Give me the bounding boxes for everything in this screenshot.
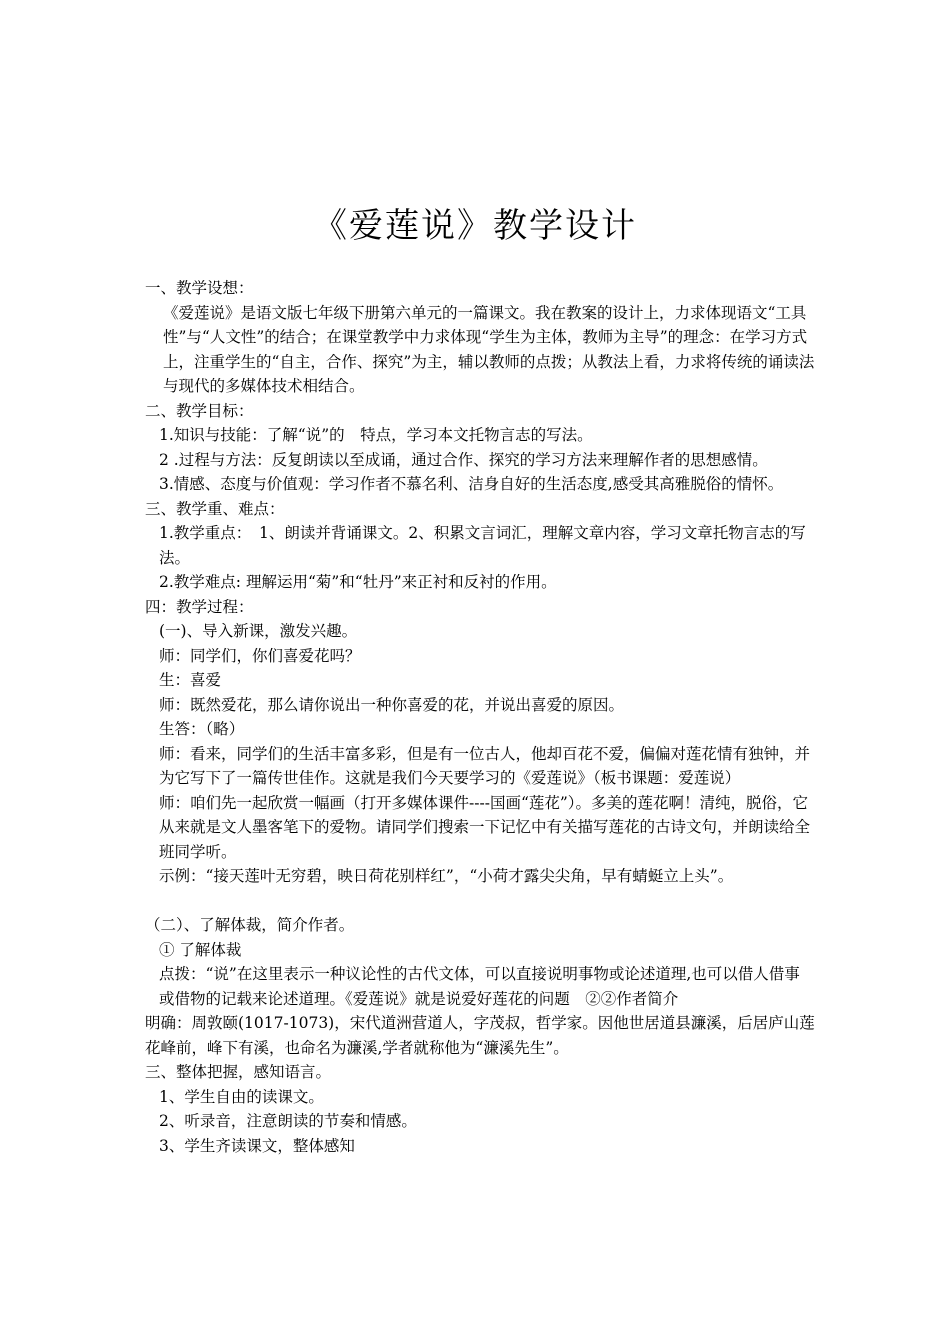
- subsection-heading: (一)、导入新课，激发兴趣。: [159, 622, 358, 640]
- list-item: 2、听录音，注意朗读的节奏和情感。: [159, 1112, 417, 1130]
- section-heading: 二、教学目标：: [145, 401, 254, 420]
- dialogue-line: 师：咱们先一起欣赏一幅画（打开多媒体课件----国画“莲花”）。多美的莲花啊！清纯，脱俗，它从来就是文人墨客笔下的爱物。请同学们搜索一下记忆中有关描写莲花的古诗文句，并朗读给全班同学听。: [159, 793, 811, 861]
- list-item: 1.教学重点： 1、朗读并背诵课文。2、积累文言词汇，理解文章内容，学习文章托物言志的写法。: [159, 524, 806, 567]
- dialogue-line: 生：喜爱: [159, 671, 222, 689]
- section-heading: 三、整体把握，感知语言。: [145, 1063, 332, 1081]
- paragraph: 《爱莲说》是语文版七年级下册第六单元的一篇课文。我在教案的设计上，力求体现语文“工具性”与“人文性”的结合；在课堂教学中力求体现“学生为主体，教师为主导”的理念：在学习方式上，注重学生的“自主，合作、探究”为主，辅以教师的点拨；从教法上看，力求将传统的诵读法与现代的多媒体技术相结合。: [163, 303, 815, 395]
- list-item: 3.情感、态度与价值观：学习作者不慕名利、洁身自好的生活态度,感受其高雅脱俗的情怀。: [159, 475, 784, 493]
- subsection-heading: （二）、了解体裁，简介作者。: [145, 916, 355, 934]
- list-item: 1、学生自由的读课文。: [159, 1087, 324, 1106]
- document-title: 《爱莲说》教学设计: [313, 206, 637, 246]
- list-item: 2 .过程与方法：反复朗读以至成诵，通过合作、探究的学习方法来理解作者的思想感情。: [159, 450, 768, 469]
- document-body: [145, 276, 815, 1158]
- example-line: 示例：“接天莲叶无穷碧，映日荷花别样红”，“小荷才露尖尖角，早有蜻蜓立上头”。: [159, 867, 734, 885]
- list-item: 3、学生齐读课文，整体感知: [159, 1136, 355, 1155]
- paragraph: 明确：周敦颐(1017-1073)，宋代道洲营道人，字茂叔，哲学家。因他世居道县濂溪，后居庐山莲花峰前，峰下有溪，也命名为濂溪,学者就称他为“濂溪先生”。: [145, 1014, 815, 1057]
- list-item: 1.知识与技能：了解“说”的 特点，学习本文托物言志的写法。: [159, 426, 593, 444]
- section-heading: 一、教学设想：: [145, 279, 254, 297]
- dialogue-line: 师：既然爱花，那么请你说出一种你喜爱的花，并说出喜爱的原因。: [159, 695, 625, 714]
- dialogue-line: 生答：（略）: [159, 720, 245, 738]
- dialogue-line: 师：同学们，你们喜爱花吗？: [159, 646, 361, 665]
- list-item: ① 了解体裁: [159, 940, 242, 959]
- dialogue-line: 师：看来，同学们的生活丰富多彩，但是有一位古人，他却百花不爱，偏偏对莲花情有独钟，并为它写下了一篇传世佳作。这就是我们今天要学习的《爱莲说》（板书课题：爱莲说）: [159, 744, 811, 787]
- list-item: 2.教学难点: 理解运用“菊”和“牡丹”来正衬和反衬的作用。: [159, 573, 557, 591]
- section-heading: 三、教学重、难点：: [145, 499, 285, 518]
- paragraph: 点拨：“说”在这里表示一种议论性的古代文体，可以直接说明事物或论述道理,也可以借人借事或借物的记载来论述道理。《爱莲说》就是说爱好莲花的问题 ②②作者简介: [159, 965, 800, 1008]
- blank-line: [145, 889, 815, 914]
- section-heading: 四：教学过程：: [145, 597, 254, 616]
